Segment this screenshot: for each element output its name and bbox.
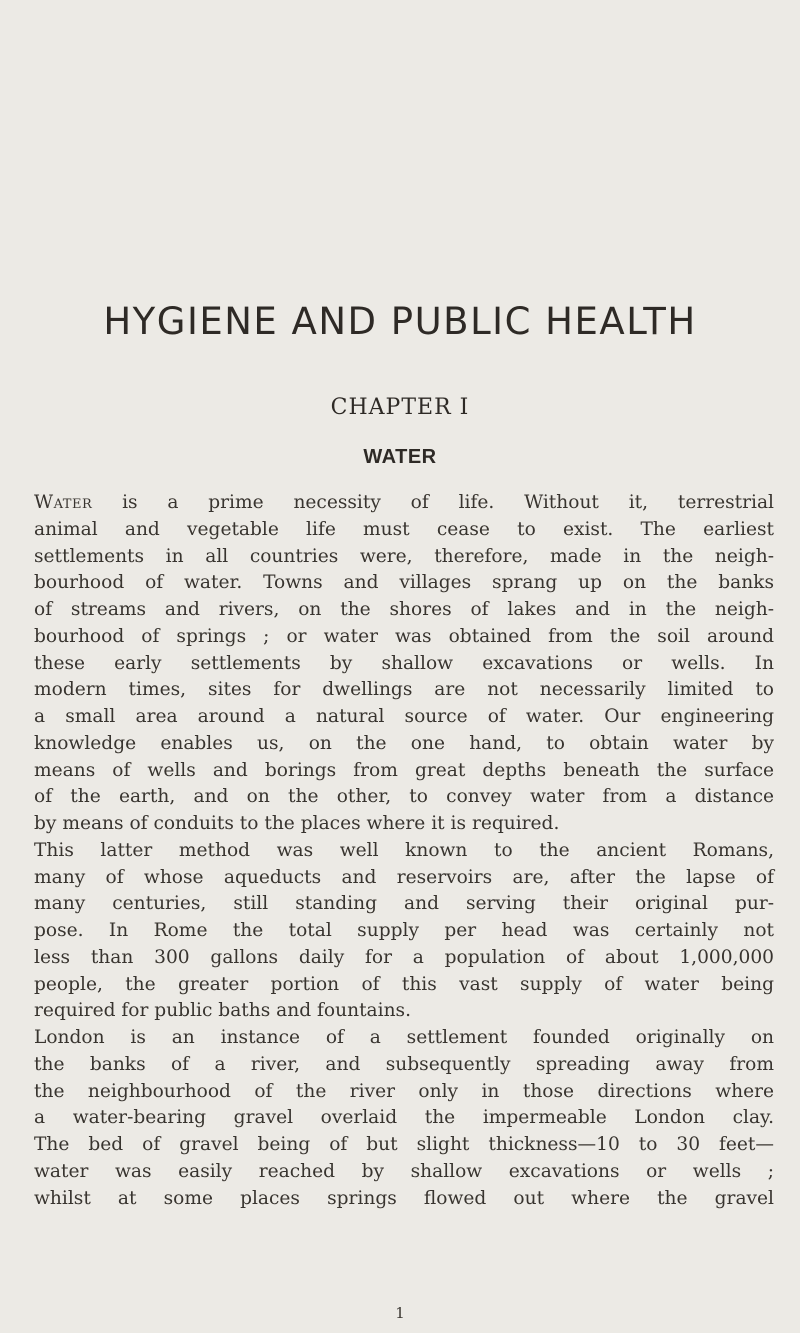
text-line [34,490,774,517]
body-text [34,490,774,1212]
text-line: knowledge enables us, on the one hand, to obtain water by [34,732,774,754]
text-line: less than 300 gallons daily for a population of about 1,000,000 [34,946,774,968]
text-line: of streams and rivers, on the shores of lakes and in the neigh- [34,599,774,620]
text-line: of the earth, and on the other, to convey water from a distance [34,786,774,808]
text-line: The bed of gravel being of but slight thickness—10 to 30 feet— [34,1134,774,1155]
chapter-number: CHAPTER I [330,395,470,420]
text-line: bourhood of springs ; or water was obtained from the soil around [34,625,774,647]
text-line: by means of conduits to the places where it is required. [34,813,560,834]
text-line-rest: is a prime necessity of life. Without it, terrestrial [92,492,774,513]
text-line: modern times, sites for dwellings are not necessarily limited to [34,679,774,701]
text-line: the neighbourhood of the river only in those directions where [34,1080,774,1102]
text-line: a small area around a natural source of water. Our engineering [34,706,774,727]
lead-word: Water [34,492,93,513]
text-line: water was easily reached by shallow excavations or wells ; [34,1160,774,1182]
text-line: many centuries, still standing and serving their original pur- [34,893,774,915]
text-line: This latter method was well known to the ancient Romans, [34,839,774,861]
text-line: means of wells and borings from great depths beneath the surface [34,759,774,781]
text-line: settlements in all countries were, therefore, made in the neigh- [34,545,774,567]
text-line: a water-bearing gravel overlaid the impermeable London clay. [34,1107,774,1129]
paragraph-3 [34,1025,774,1212]
text-line: whilst at some places springs flowed out where the gravel [34,1187,774,1209]
text-line: London is an instance of a settlement founded originally on [34,1027,774,1048]
text-line: people, the greater portion of this vast supply of water being [34,973,774,995]
chapter-title: WATER [363,446,437,468]
paragraph-1 [34,490,774,838]
paragraph-2 [34,838,774,1025]
text-line: bourhood of water. Towns and villages sprang up on the banks [34,572,774,594]
text-line: the banks of a river, and subsequently spreading away from [34,1053,774,1075]
text-line: pose. In Rome the total supply per head was certainly not [34,920,774,941]
book-title: HYGIENE AND PUBLIC HEALTH [103,300,697,343]
text-line: many of whose aqueducts and reservoirs are, after the lapse of [34,866,774,888]
text-line: required for public baths and fountains. [34,1000,412,1022]
page-number: 1 [395,1304,405,1322]
text-line: animal and vegetable life must cease to exist. The earliest [34,518,774,540]
text-line: these early settlements by shallow excavations or wells. In [34,652,774,674]
